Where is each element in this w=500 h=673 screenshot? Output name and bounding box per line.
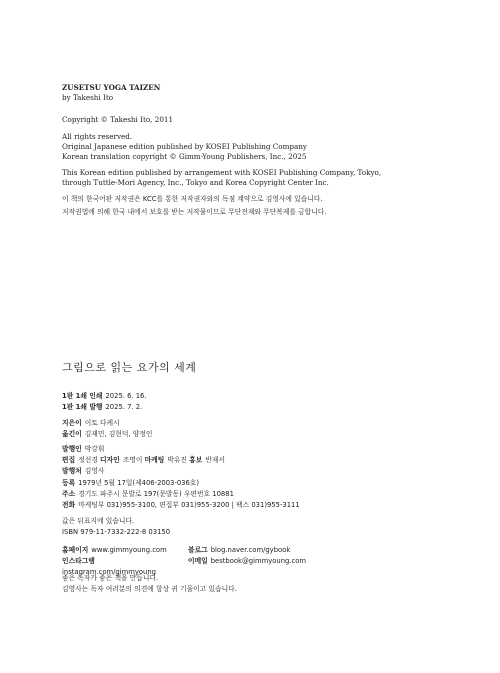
staff-label: 디자인 [100, 456, 120, 465]
company-label: 발행처 [62, 467, 82, 476]
printing-label: 1판 1쇄 인쇄 [62, 392, 103, 400]
registration-value: 1979년 5월 17일(제406-2003-036호) [78, 478, 200, 487]
rights-line: Korean translation copyright © Gimm-Young Publishers, Inc., 2025 [62, 152, 307, 162]
company-name: 김영사 [84, 467, 105, 476]
staff-name: 반재서 [205, 456, 226, 465]
staff-line [62, 455, 482, 466]
book-title: 그림으로 읽는 요가의 세계 [62, 361, 197, 374]
motto-line: 좋은 독자가 좋은 책을 만듭니다. [62, 574, 159, 582]
copyright-line-block [62, 115, 482, 125]
author-line [62, 418, 482, 429]
isbn: ISBN 979-11-7332-222-8 03150 [62, 528, 171, 536]
registration-line [62, 478, 482, 489]
motto-block [62, 573, 482, 595]
staff-name: 정선경 [78, 456, 98, 465]
original-title-block [62, 83, 482, 103]
blog-link[interactable]: blog.naver.com/gybook [210, 546, 291, 554]
publisher-block [62, 444, 482, 511]
price-note: 값은 뒤표지에 있습니다. [62, 517, 135, 525]
korean-notice-line: 이 책의 한국어판 저작권은 KCC를 통한 저작권자와의 독점 계약으로 김영사에 있습니다. [62, 195, 323, 203]
phone-line [62, 500, 482, 511]
arrangement-line: This Korean edition published by arrangement with KOSEI Publishing Company, Tokyo, [62, 168, 382, 177]
arrangement-block [62, 168, 482, 188]
email-link[interactable]: bestbook@gimmyoung.com [210, 557, 307, 565]
rights-line: All rights reserved. [62, 132, 133, 141]
rights-line: Original Japanese edition published by KOSEI Publishing Company [62, 142, 307, 152]
printing-date: 2025. 6. 16. [105, 392, 147, 400]
printing-line [62, 402, 482, 413]
address-label: 주소 [62, 489, 76, 498]
instagram-link[interactable]: instagram.com/gimmyoung [62, 568, 156, 576]
isbn-block [62, 516, 482, 538]
staff-name: 조명이 [122, 456, 143, 465]
address-value: 경기도 파주시 문발로 197(문발동) 우편번호 10881 [78, 489, 234, 498]
korean-notice-block [62, 193, 482, 219]
staff-label: 홍보 [189, 456, 203, 465]
contact-row [62, 545, 482, 556]
homepage-link[interactable]: www.gimmyoung.com [91, 546, 167, 554]
printing-date: 2025. 7. 2. [105, 402, 143, 411]
author-byline: by Takeshi Ito [62, 93, 114, 103]
company-line [62, 466, 482, 477]
korean-notice-line: 저작권법에 의해 한국 내에서 보호를 받는 저작물이므로 무단전재와 무단복제를 금합니다. [62, 208, 327, 216]
credits-block [62, 418, 482, 439]
contact-label: 블로그 [188, 546, 208, 554]
translator-line [62, 429, 482, 440]
address-line [62, 489, 482, 500]
motto-line: 김영사는 독자 여러분의 의견에 항상 귀 기울이고 있습니다. [62, 585, 237, 593]
staff-label: 마케팅 [144, 456, 165, 465]
author-name: 이토 다케시 [84, 419, 120, 427]
contact-label: 인스타그램 [62, 557, 95, 565]
contact-label: 홈페이지 [62, 546, 89, 554]
phone-value: 마케팅부 031)955-3100, 편집부 031)955-3200 | 팩스 031)955-3111 [78, 501, 300, 510]
contact-label: 이메일 [188, 557, 208, 565]
translator-names: 김재민, 김현덕, 양정인 [84, 429, 153, 438]
printing-line [62, 391, 482, 402]
translator-label: 옮긴이 [62, 429, 82, 438]
staff-label: 편집 [62, 456, 76, 465]
rights-block [62, 132, 482, 163]
author-label: 지은이 [62, 419, 82, 427]
copyright-line: Copyright © Takeshi Ito, 2011 [62, 115, 174, 124]
publisher-name: 박강휘 [84, 445, 105, 453]
publisher-line [62, 444, 482, 455]
publisher-label: 발행인 [62, 445, 82, 453]
phone-label: 전화 [62, 501, 76, 510]
printing-block [62, 391, 482, 412]
printing-label: 1판 1쇄 발행 [62, 402, 103, 411]
staff-name: 박유진 [167, 456, 187, 465]
arrangement-line: through Tuttle-Mori Agency, Inc., Tokyo and Korea Copyright Center Inc. [62, 178, 329, 188]
registration-label: 등록 [62, 478, 76, 487]
original-title: ZUSETSU YOGA TAIZEN [62, 83, 161, 92]
